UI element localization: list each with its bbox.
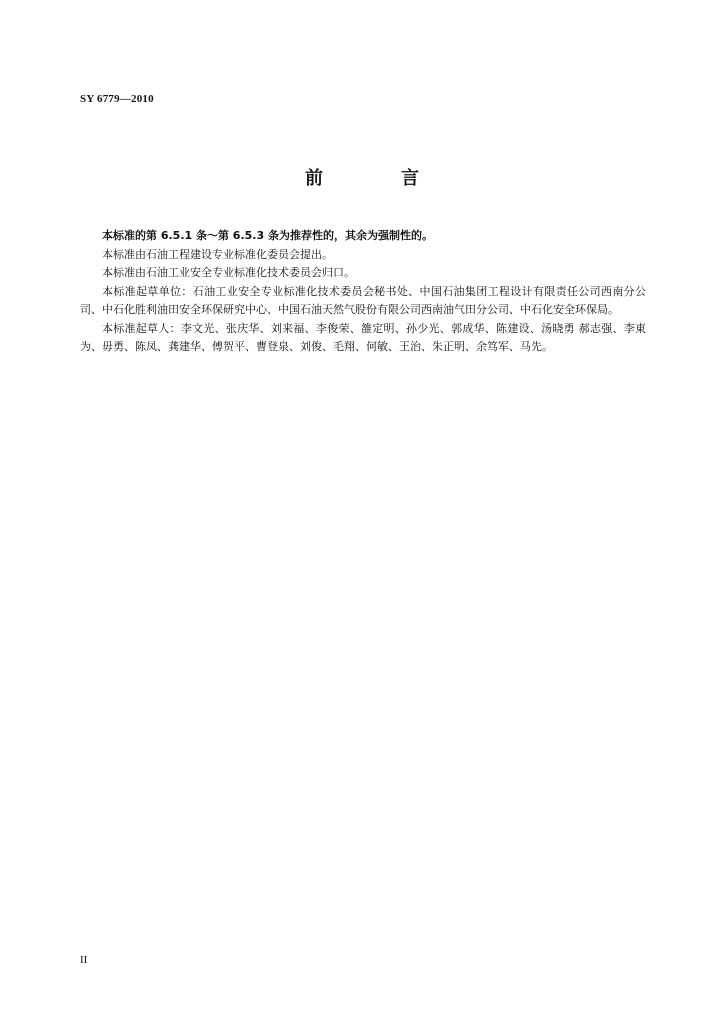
page-number: II xyxy=(80,954,88,966)
foreword-paragraph-administrator: 本标准由石油工业安全专业标准化技术委员会归口。 xyxy=(102,266,355,279)
foreword-paragraph-drafters: 本标准起草人：李文光、张庆华、刘来福、李俊荣、雒定明、孙少光、郭成华、陈建设、汤晓勇 郝志强、李東为、毋勇、陈凤、龚建华、傅贺平、曹登泉、刘俊、毛翔、何敏、王治、朱正明、余笃军、马先。 xyxy=(80,321,646,353)
foreword-body xyxy=(80,227,646,357)
standard-number: SY 6779—2010 xyxy=(80,93,154,105)
foreword-paragraph-proposer: 本标准由石油工程建设专业标准化委员会提出。 xyxy=(102,247,333,261)
foreword-paragraph-drafting-units: 本标准起草单位：石油工业安全专业标准化技术委员会秘书处、中国石油集团工程设计有限责任公司西南分公司、中石化胜利油田安全环保研究中心、中国石油天然气股份有限公司西南油气田分公司、中石化安全环保局。 xyxy=(80,284,646,316)
foreword-paragraph-normative-note: 本标准的第 6.5.1 条～第 6.5.3 条为推荐性的，其余为强制性的。 xyxy=(102,229,433,242)
page-title: 前 言 xyxy=(305,168,449,189)
